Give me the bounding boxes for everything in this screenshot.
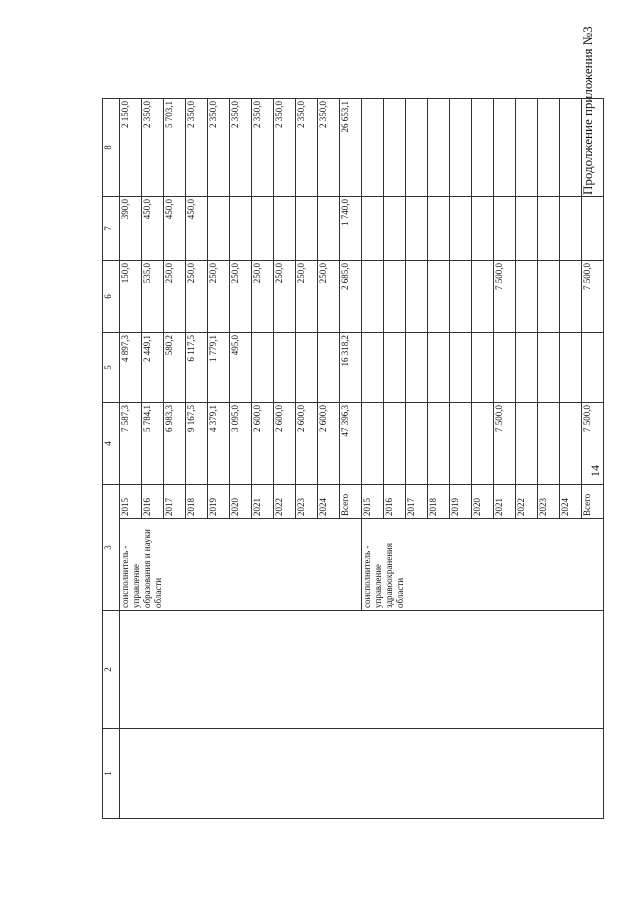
year-cell: 2016 [384,485,406,519]
year-cell: Всего [340,485,362,519]
value-cell-c8: 26 653,1 [340,99,362,197]
value-cell-c6: 7 500,0 [582,261,604,333]
value-cell-c4 [472,403,494,485]
value-cell-c7: 390,0 [120,197,142,261]
value-cell-c8 [494,99,516,197]
year-cell: 2015 [362,485,384,519]
value-cell-c6: 250,0 [186,261,208,333]
value-cell-c7 [406,197,428,261]
value-cell-c8 [582,99,604,197]
value-cell-c4: 2 600,0 [274,403,296,485]
value-cell-c8: 5 703,1 [164,99,186,197]
value-cell-c5 [494,333,516,403]
value-cell-c7 [538,197,560,261]
value-cell-c5: 16 318,2 [340,333,362,403]
value-cell-c8 [384,99,406,197]
value-cell-c5 [362,333,384,403]
value-cell-c4 [538,403,560,485]
value-cell-c8 [450,99,472,197]
value-cell-c4 [384,403,406,485]
page-number: 14 [588,465,602,477]
value-cell-c6: 250,0 [274,261,296,333]
value-cell-c8 [560,99,582,197]
value-cell-c8: 2 350,0 [252,99,274,197]
value-cell-c5 [516,333,538,403]
value-cell-c4 [450,403,472,485]
value-cell-c6 [384,261,406,333]
value-cell-c4: 7 500,0 [494,403,516,485]
value-cell-c7 [362,197,384,261]
value-cell-c4 [516,403,538,485]
value-cell-c5 [406,333,428,403]
value-cell-c4: 2 600,0 [252,403,274,485]
table-row [120,99,142,819]
value-cell-c8 [362,99,384,197]
value-cell-c5 [560,333,582,403]
value-cell-c6: 2 685,0 [340,261,362,333]
header-col-4: 4 [103,403,120,485]
value-cell-c4 [428,403,450,485]
value-cell-c5 [318,333,340,403]
value-cell-c7 [428,197,450,261]
budget-table [102,98,604,819]
value-cell-c8: 2 350,0 [318,99,340,197]
value-cell-c4: 6 983,3 [164,403,186,485]
value-cell-c8: 2 350,0 [186,99,208,197]
value-cell-c6: 250,0 [318,261,340,333]
value-cell-c4: 47 396,3 [340,403,362,485]
year-cell: 2022 [274,485,296,519]
value-cell-c7 [384,197,406,261]
value-cell-c4: 2 600,0 [318,403,340,485]
value-cell-c7: 1 740,0 [340,197,362,261]
value-cell-c7 [208,197,230,261]
value-cell-c5: 495,0 [230,333,252,403]
value-cell-c7 [296,197,318,261]
value-cell-c7: 450,0 [142,197,164,261]
value-cell-c6 [450,261,472,333]
value-cell-c5: 4 897,3 [120,333,142,403]
value-cell-c6 [362,261,384,333]
value-cell-c7 [516,197,538,261]
value-cell-c7 [450,197,472,261]
year-cell: 2024 [318,485,340,519]
value-cell-c8: 2 350,0 [142,99,164,197]
year-cell: 2024 [560,485,582,519]
value-cell-c7 [472,197,494,261]
year-cell: 2023 [296,485,318,519]
value-cell-c7 [582,197,604,261]
value-cell-c6: 150,0 [120,261,142,333]
value-cell-c4: 5 784,1 [142,403,164,485]
value-cell-c7 [274,197,296,261]
value-cell-c8: 2 350,0 [274,99,296,197]
executor-cell: соисполнитель - управление здравоохранения области [362,519,604,611]
header-col-5: 5 [103,333,120,403]
value-cell-c4: 4 379,1 [208,403,230,485]
year-cell: 2017 [406,485,428,519]
year-cell: 2023 [538,485,560,519]
value-cell-c6: 7 500,0 [494,261,516,333]
year-cell: 2020 [230,485,252,519]
value-cell-c6: 535,0 [142,261,164,333]
year-cell: 2021 [252,485,274,519]
value-cell-c5 [296,333,318,403]
value-cell-c8 [472,99,494,197]
header-col-2: 2 [103,611,120,729]
value-cell-c4 [560,403,582,485]
value-cell-c7 [318,197,340,261]
table-body [120,99,604,819]
year-cell: 2019 [208,485,230,519]
value-cell-c5 [274,333,296,403]
year-cell: 2022 [516,485,538,519]
value-cell-c5: 2 449,1 [142,333,164,403]
cell-col-2 [120,611,604,729]
value-cell-c6: 250,0 [252,261,274,333]
header-col-1: 1 [103,729,120,819]
value-cell-c8: 2 350,0 [230,99,252,197]
value-cell-c8 [538,99,560,197]
value-cell-c5: 1 779,1 [208,333,230,403]
value-cell-c7 [252,197,274,261]
table-header [103,99,120,819]
header-col-6: 6 [103,261,120,333]
year-cell: 2019 [450,485,472,519]
value-cell-c5 [428,333,450,403]
value-cell-c5 [582,333,604,403]
value-cell-c5: 6 117,5 [186,333,208,403]
value-cell-c6 [406,261,428,333]
value-cell-c4 [362,403,384,485]
year-cell: 2020 [472,485,494,519]
value-cell-c8 [428,99,450,197]
value-cell-c5 [450,333,472,403]
value-cell-c5 [252,333,274,403]
executor-cell: соисполнитель - управление образования и науки области [120,519,362,611]
value-cell-c7: 450,0 [186,197,208,261]
cell-col-1 [120,729,604,819]
value-cell-c5 [538,333,560,403]
value-cell-c8: 2 350,0 [296,99,318,197]
value-cell-c4: 9 167,5 [186,403,208,485]
value-cell-c4: 2 600,0 [296,403,318,485]
value-cell-c4: 3 095,0 [230,403,252,485]
value-cell-c5: 580,2 [164,333,186,403]
value-cell-c7 [560,197,582,261]
value-cell-c7 [494,197,516,261]
header-col-3: 3 [103,485,120,611]
value-cell-c6 [428,261,450,333]
value-cell-c4: 7 587,3 [120,403,142,485]
header-col-7: 7 [103,197,120,261]
value-cell-c4 [406,403,428,485]
value-cell-c4: 7 500,0 [582,403,604,485]
year-cell: 2021 [494,485,516,519]
value-cell-c8 [406,99,428,197]
value-cell-c6: 250,0 [296,261,318,333]
value-cell-c5 [472,333,494,403]
value-cell-c8: 2 350,0 [208,99,230,197]
header-row [103,99,120,819]
value-cell-c6 [472,261,494,333]
value-cell-c6 [538,261,560,333]
value-cell-c8: 2 150,0 [120,99,142,197]
year-cell: 2015 [120,485,142,519]
year-cell: Всего [582,485,604,519]
year-cell: 2017 [164,485,186,519]
header-col-8: 8 [103,99,120,197]
value-cell-c6 [516,261,538,333]
year-cell: 2016 [142,485,164,519]
value-cell-c6: 250,0 [208,261,230,333]
value-cell-c7 [230,197,252,261]
value-cell-c5 [384,333,406,403]
value-cell-c6 [560,261,582,333]
value-cell-c8 [516,99,538,197]
year-cell: 2018 [186,485,208,519]
value-cell-c7: 450,0 [164,197,186,261]
year-cell: 2018 [428,485,450,519]
appendix-caption: Продолжение приложения №3 [580,26,595,195]
value-cell-c6: 250,0 [230,261,252,333]
value-cell-c6: 250,0 [164,261,186,333]
